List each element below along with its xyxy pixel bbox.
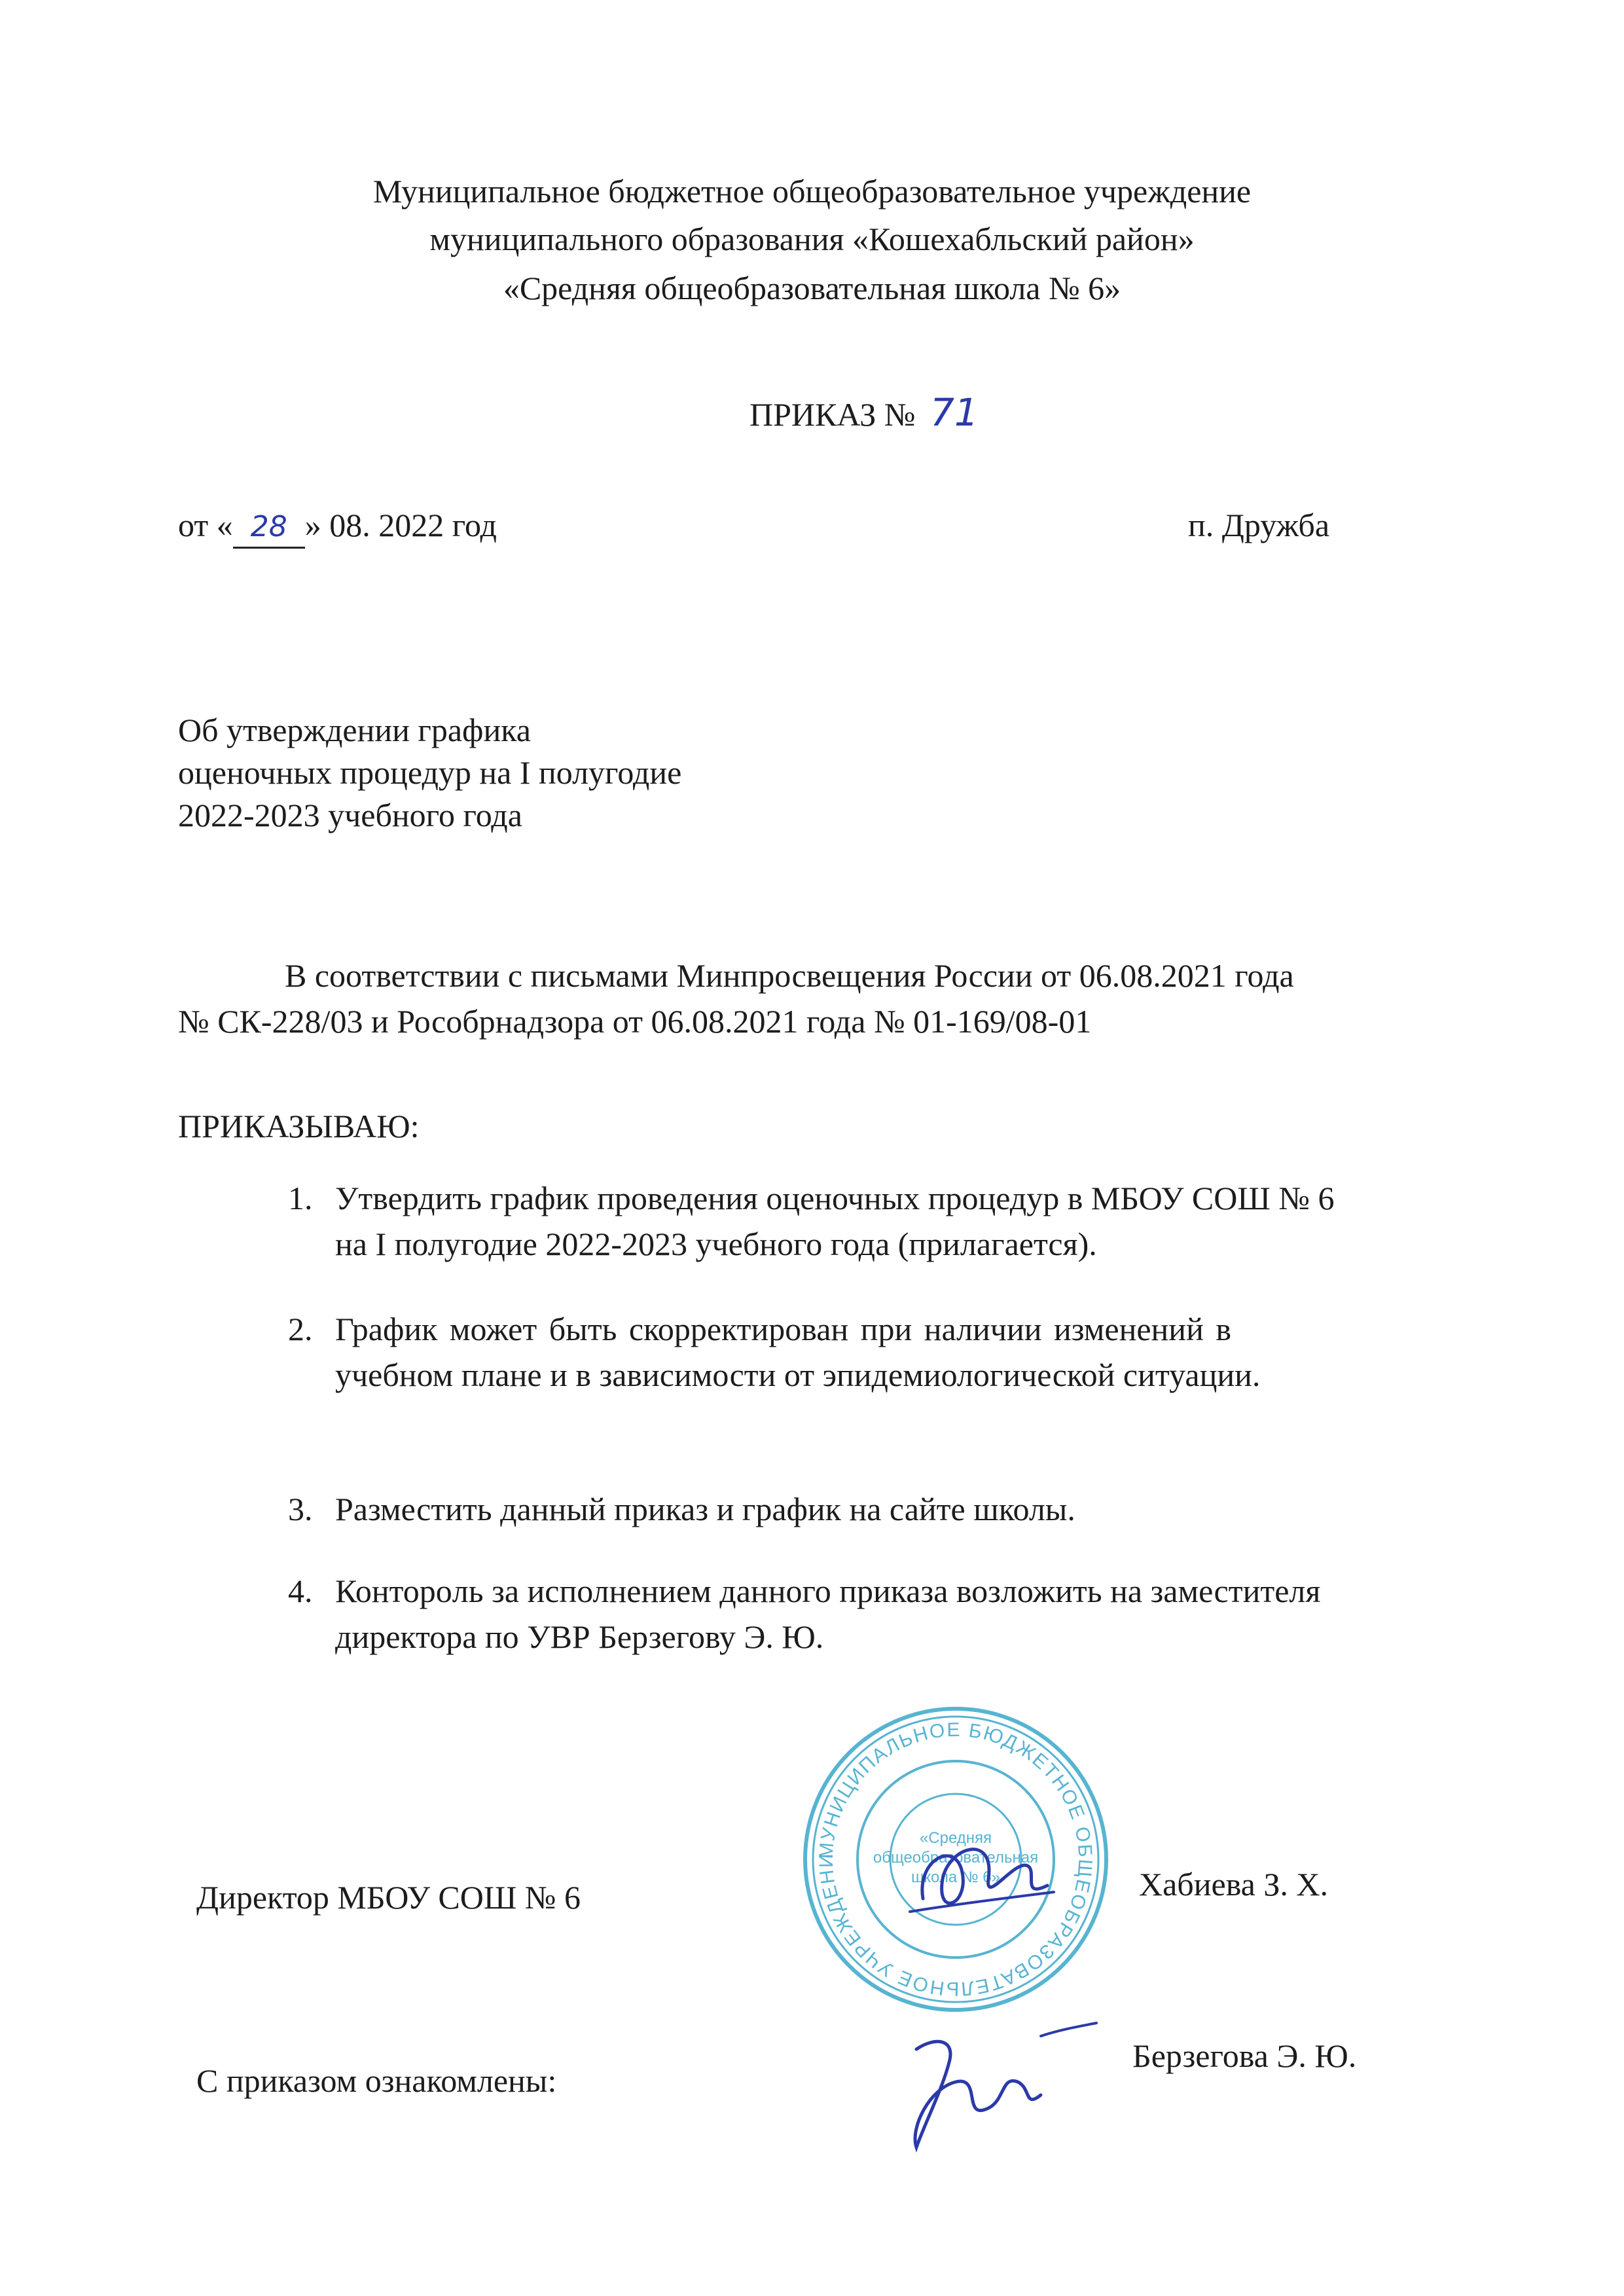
subject-line-2: оценочных процедур на I полугодие bbox=[178, 754, 682, 791]
acquainted-signature bbox=[877, 2010, 1100, 2160]
header-line-2: муниципального образования «Кошехабльский район» bbox=[429, 221, 1195, 257]
director-label: Директор МБОУ СОШ № 6 bbox=[196, 1879, 581, 1916]
subject-line-3: 2022-2023 учебного года bbox=[178, 797, 522, 833]
list-item-4-line-2: директора по УВР Берзегову Э. Ю. bbox=[335, 1618, 824, 1655]
order-title bbox=[749, 390, 979, 435]
list-item-number: 4. bbox=[288, 1573, 313, 1609]
director-signature bbox=[897, 1820, 1067, 1951]
svg-text:МУНИЦИПАЛЬНОЕ БЮДЖЕТНОЕ ОБЩЕОБ: МУНИЦИПАЛЬНОЕ БЮДЖЕТНОЕ ОБЩЕОБРАЗОВАТЕЛЬНОЕ УЧРЕЖДЕНИЕ «КОШЕХАБЛЬСКИЙ РАЙОН» bbox=[789, 1685, 1096, 2000]
list-item-1-line-1: Утвердить график проведения оценочных процедур в МБОУ СОШ № 6 bbox=[335, 1180, 1335, 1216]
svg-text:школа № 6»: школа № 6» bbox=[911, 1868, 1000, 1886]
place-label: п. Дружба bbox=[1188, 507, 1330, 543]
preamble-line-1: В соответствии с письмами Минпросвещения России от 06.08.2021 года bbox=[285, 957, 1294, 994]
date-day-handwritten: 28 bbox=[233, 507, 305, 549]
list-item-number: 3. bbox=[288, 1491, 313, 1527]
date-suffix: » 08. 2022 год bbox=[304, 507, 497, 543]
list-item-number: 1. bbox=[288, 1180, 313, 1216]
subject-line-1: Об утверждении графика bbox=[178, 712, 531, 748]
preamble-line-2: № СК-228/03 и Рособрнадзора от 06.08.2021 года № 01-169/08-01 bbox=[178, 1003, 1092, 1040]
list-item-number: 2. bbox=[288, 1311, 313, 1347]
header-line-3: «Средняя общеобразовательная школа № 6» bbox=[503, 270, 1121, 306]
director-name: Хабиева З. Х. bbox=[1139, 1866, 1328, 1903]
acquainted-label: С приказом ознакомлены: bbox=[196, 2062, 557, 2099]
order-title-label: ПРИКАЗ № bbox=[749, 396, 916, 433]
list-item-1-line-2: на I полугодие 2022-2023 учебного года (прилагается). bbox=[335, 1226, 1097, 1262]
list-item-4-line-1: Конторoль за исполнением данного приказа возложить на заместителя bbox=[335, 1573, 1321, 1609]
date-prefix: от « bbox=[178, 507, 233, 543]
list-item-2-line-1: График может быть скорректирован при наличии изменений в bbox=[335, 1311, 1231, 1347]
date-line bbox=[178, 505, 497, 549]
svg-text:«Средняя: «Средняя bbox=[919, 1829, 992, 1847]
list-item-2-line-2: учебном плане и в зависимости от эпидемиологической ситуации. bbox=[335, 1357, 1261, 1393]
svg-text:общеобразовательная: общеобразовательная bbox=[873, 1849, 1039, 1867]
acquainted-name: Берзегова Э. Ю. bbox=[1132, 2037, 1357, 2074]
header-line-1: Муниципальное бюджетное общеобразовательное учреждение bbox=[372, 173, 1252, 210]
list-item-3-line-1: Разместить данный приказ и график на сайте школы. bbox=[335, 1491, 1075, 1527]
order-number-handwritten: 71 bbox=[930, 390, 979, 435]
command-word: ПРИКАЗЫВАЮ: bbox=[178, 1108, 420, 1144]
